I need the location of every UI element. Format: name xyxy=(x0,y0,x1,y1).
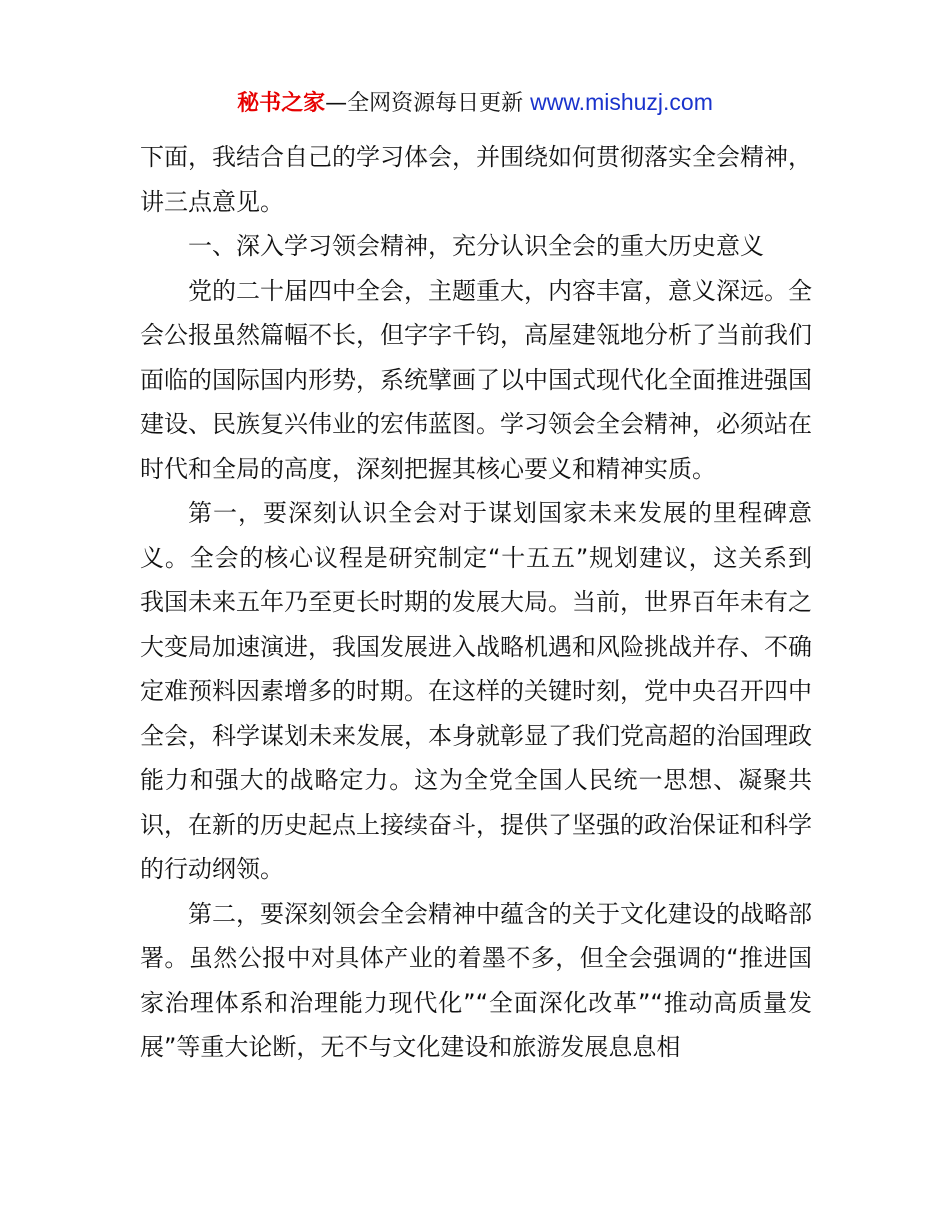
paragraph: 党的二十届四中全会，主题重大，内容丰富，意义深远。全会公报虽然篇幅不长，但字字千钧，高屋建瓴地分析了当前我们面临的国际国内形势，系统擘画了以中国式现代化全面推进强国建设、民族复兴伟业的宏伟蓝图。学习领会全会精神，必须站在时代和全局的高度，深刻把握其核心要义和精神实质。 xyxy=(140,276,812,483)
paragraph: 第一，要深刻认识全会对于谋划国家未来发展的里程碑意义。全会的核心议程是研究制定“十五五”规划建议，这关系到我国未来五年乃至更长时期的发展大局。当前，世界百年未有之大变局加速演进，我国发展进入战略机遇和风险挑战并存、不确定难预料因素增多的时期。在这样的关键时刻，党中央召开四中全会，科学谋划未来发展，本身就彰显了我们党高超的治国理政能力和强大的战略定力。这为全党全国人民统一思想、凝聚共识，在新的历史起点上接续奋斗，提供了坚强的政治保证和科学的行动纲领。 xyxy=(140,499,812,883)
paragraph-intro: 下面，我结合自己的学习体会，并围绕如何贯彻落实全会精神，讲三点意见。 xyxy=(140,143,812,216)
document-body xyxy=(140,135,812,1070)
section-heading-1: 一、深入学习领会精神，充分认识全会的重大历史意义 xyxy=(188,232,764,260)
site-brand: 秘书之家 xyxy=(237,91,326,116)
site-url-link[interactable]: www.mishuzj.com xyxy=(530,89,713,115)
paragraph: 第二，要深刻领会全会精神中蕴含的关于文化建设的战略部署。虽然公报中对具体产业的着墨不多，但全会强调的“推进国家治理体系和治理能力现代化”“全面深化改革”“推动高质量发展”等重大论断，无不与文化建设和旅游发展息息相 xyxy=(140,899,812,1061)
site-header xyxy=(0,86,950,120)
site-tagline: —全网资源每日更新 xyxy=(325,91,524,116)
